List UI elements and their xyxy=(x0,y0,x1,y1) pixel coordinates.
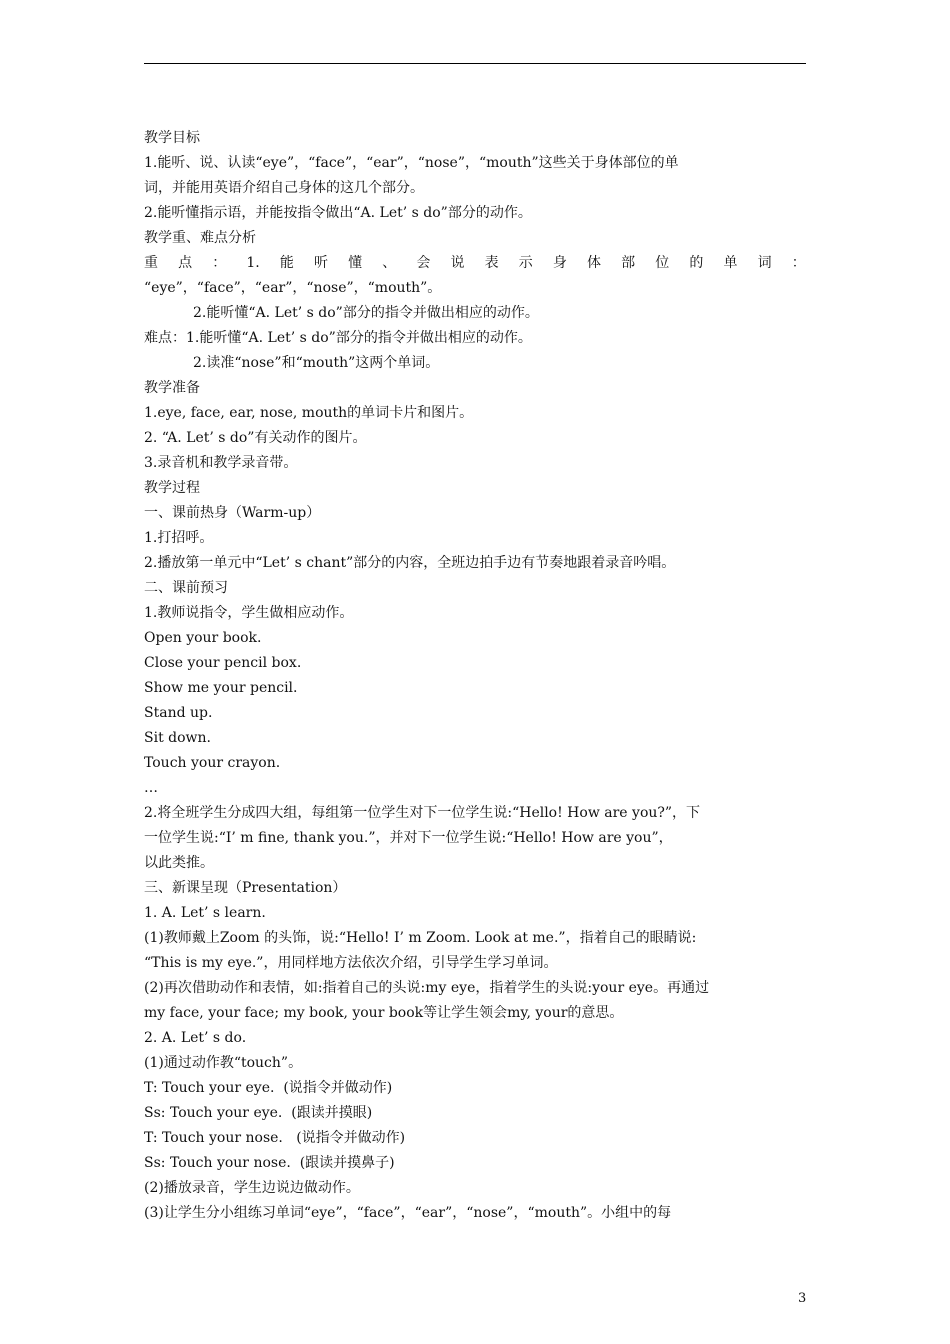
command-line: Stand up. xyxy=(144,705,213,721)
section-heading-preparation: 教学准备 xyxy=(144,380,200,396)
text-line: (2)播放录音，学生边说边做动作。 xyxy=(144,1180,360,1196)
text-line: 2.能听懂指示语，并能按指令做出“A. Let’ s do”部分的动作。 xyxy=(144,205,532,221)
text-line: 1.能听、说、认读“eye”，“face”，“ear”，“nose”，“mouth”这些关于身体部位的单 xyxy=(144,155,679,171)
text-line: (1)教师戴上Zoom 的头饰，说:“Hello! I’ m Zoom. Look at me.”，指着自己的眼睛说: xyxy=(144,930,697,946)
dialogue-line: T: Touch your eye. (说指令并做动作) xyxy=(144,1080,393,1096)
text-line: 1.打招呼。 xyxy=(144,530,214,546)
command-line: Show me your pencil. xyxy=(144,680,298,696)
ellipsis: … xyxy=(144,780,158,796)
command-line: Open your book. xyxy=(144,630,262,646)
text-line: 1. A. Let’ s learn. xyxy=(144,905,266,921)
command-line: Close your pencil box. xyxy=(144,655,302,671)
dialogue-line: T: Touch your nose. (说指令并做动作) xyxy=(144,1130,406,1146)
page-number: 3 xyxy=(798,1291,807,1306)
text-line: 2. A. Let’ s do. xyxy=(144,1030,247,1046)
subsection-heading: 三、新课呈现（Presentation） xyxy=(144,880,347,896)
section-heading-objectives: 教学目标 xyxy=(144,130,200,146)
text-line: 2.将全班学生分成四大组，每组第一位学生对下一位学生说:“Hello! How are you?”，下 xyxy=(144,805,701,821)
section-heading-process: 教学过程 xyxy=(144,480,200,496)
subsection-heading: 一、课前热身（Warm-up） xyxy=(144,505,321,521)
dialogue-line: Ss: Touch your nose. (跟读并摸鼻子) xyxy=(144,1155,395,1171)
subsection-heading: 二、课前预习 xyxy=(144,580,228,596)
text-line: “eye”，“face”，“ear”，“nose”，“mouth”。 xyxy=(144,280,442,296)
text-line: my face, your face; my book, your book等让学生领会my, your的意思。 xyxy=(144,1005,624,1021)
text-line: 2. “A. Let’ s do”有关动作的图片。 xyxy=(144,430,367,446)
key-points-line: 重 点 ： 1. 能 听 懂 、 会 说 表 示 身 体 部 位 的 单 词 ： xyxy=(144,255,806,271)
text-line: 1.eye, face, ear, nose, mouth的单词卡片和图片。 xyxy=(144,405,474,421)
text-line: 以此类推。 xyxy=(144,855,214,871)
header-rule xyxy=(144,63,806,64)
text-line: 难点：1.能听懂“A. Let’ s do”部分的指令并做出相应的动作。 xyxy=(144,330,532,346)
text-line: (1)通过动作教“touch”。 xyxy=(144,1055,303,1071)
text-line: (3)让学生分小组练习单词“eye”，“face”，“ear”，“nose”，“mouth”。小组中的每 xyxy=(144,1205,672,1221)
dialogue-line: Ss: Touch your eye. (跟读并摸眼) xyxy=(144,1105,373,1121)
text-line-indented: 2.读准“nose”和“mouth”这两个单词。 xyxy=(193,355,440,371)
section-heading-key-points: 教学重、难点分析 xyxy=(144,230,256,246)
command-line: Sit down. xyxy=(144,730,211,746)
text-line-indented: 2.能听懂“A. Let’ s do”部分的指令并做出相应的动作。 xyxy=(193,305,539,321)
text-line: “This is my eye.”，用同样地方法依次介绍，引导学生学习单词。 xyxy=(144,955,558,971)
text-line: 3.录音机和教学录音带。 xyxy=(144,455,298,471)
text-line: 2.播放第一单元中“Let’ s chant”部分的内容，全班边拍手边有节奏地跟着录音吟唱。 xyxy=(144,555,676,571)
text-line: (2)再次借助动作和表情，如:指着自己的头说:my eye，指着学生的头说:your eye。再通过 xyxy=(144,980,710,996)
text-line: 1.教师说指令，学生做相应动作。 xyxy=(144,605,354,621)
text-line: 词，并能用英语介绍自己身体的这几个部分。 xyxy=(144,180,424,196)
document-body xyxy=(144,126,806,1226)
text-line: 一位学生说:“I’ m fine, thank you.”，并对下一位学生说:“Hello! How are you”， xyxy=(144,830,673,846)
command-line: Touch your crayon. xyxy=(144,755,281,771)
